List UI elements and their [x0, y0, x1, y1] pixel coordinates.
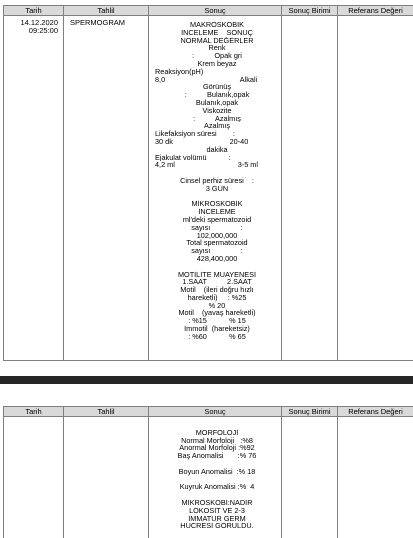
- result-line: : Azalmış: [193, 114, 241, 123]
- result-line: [155, 460, 279, 468]
- table-row: [4, 16, 413, 361]
- header-date: Tarih: [4, 407, 64, 417]
- result-line: Likefaksiyon süresi :: [155, 130, 235, 138]
- header-row: [4, 6, 413, 16]
- result-line: Renk: [208, 44, 226, 53]
- result-line: Anormal Morfoloji :%92: [179, 444, 255, 453]
- result-line: İNCELEME SONUÇ: [181, 28, 253, 37]
- result-line: : Opak gri: [192, 52, 242, 60]
- unit-cell: [282, 16, 338, 361]
- results-table-2: [3, 406, 413, 538]
- header-ref: Referans Değeri: [338, 407, 413, 417]
- unit-cell: [282, 417, 338, 538]
- result-line: 3 GÜN: [205, 184, 229, 193]
- header-date: Tarih: [4, 6, 64, 16]
- result-line: MAKROSKOBİK: [190, 21, 244, 29]
- result-line: Krem beyaz: [197, 59, 237, 68]
- result-line: Motil (yavaş hareketli): [178, 309, 256, 318]
- result-line: ml'deki spermatozoid: [182, 215, 252, 224]
- header-test: Tahlil: [64, 6, 149, 16]
- result-cell: [149, 16, 282, 361]
- result-line: sayısı :: [191, 247, 243, 255]
- header-result: Sonuç: [149, 407, 282, 417]
- result-line: [155, 193, 279, 201]
- result-line: Total spermatozoid: [186, 239, 248, 248]
- header-unit: Sonuç Birimi: [282, 407, 338, 417]
- result-line: : %60 % 65: [188, 332, 246, 341]
- result-line: 4,2 ml 3-5 ml: [155, 161, 258, 170]
- result-line: [155, 421, 279, 429]
- result-line: Cinsel perhiz süresi :: [180, 176, 254, 185]
- header-ref: Referans Değeri: [338, 6, 413, 16]
- result-line: 102,000,000: [196, 231, 238, 240]
- result-line: sayısı :: [191, 223, 243, 232]
- result-line: % 20: [208, 301, 226, 310]
- header-result: Sonuç: [149, 6, 282, 16]
- result-line: Baş Anomalisi :% 76: [177, 452, 257, 460]
- result-line: Bulanık,opak: [195, 98, 239, 107]
- result-line: İMMATUR GERM: [188, 514, 246, 523]
- time-value: 09:25:00: [28, 26, 58, 35]
- test-name: SPERMOGRAM: [64, 16, 149, 361]
- ref-cell: [338, 16, 413, 361]
- results-table-1: [3, 5, 413, 361]
- header-row: [4, 407, 413, 417]
- result-line: Görünüş: [203, 83, 231, 92]
- result-line: Reaksiyon(pH): [155, 67, 204, 76]
- result-line: Motil (ileri doğru hızlı: [180, 286, 254, 294]
- result-line: Kuyruk Anomalisi :% 4: [179, 483, 255, 492]
- result-line: dakika: [206, 145, 228, 154]
- result-line: Azalmış: [204, 122, 230, 131]
- result-line: [155, 263, 279, 271]
- page-divider: [0, 376, 413, 384]
- result-line: [155, 169, 279, 177]
- result-line: 8,0 Alkali: [155, 75, 258, 84]
- result-line: 1.SAAT 2.SAAT: [182, 278, 252, 287]
- result-line: hareketli) : %25: [187, 293, 247, 302]
- result-line: İmmotil (hareketsiz): [184, 325, 250, 333]
- result-line: MİKROSKOBİK: [191, 200, 243, 209]
- result-cell: [149, 417, 282, 538]
- result-line: : %15 % 15: [188, 317, 246, 326]
- date-value: 14.12.2020: [20, 18, 58, 27]
- result-line: NORMAL DEĞERLER: [180, 36, 254, 45]
- result-line: : Bulanık,opak: [184, 91, 250, 99]
- header-test: Tahlil: [64, 407, 149, 417]
- result-line: [155, 491, 279, 499]
- result-line: MOTİLİTE MUAYENESİ: [177, 270, 257, 279]
- result-line: Viskozite: [202, 106, 232, 115]
- result-line: MİKROSKOBİ:NADİR: [181, 498, 253, 507]
- result-line: 428,400,000: [196, 254, 238, 263]
- ref-cell: [338, 417, 413, 538]
- result-line: Ejakulat volümü :: [155, 153, 231, 162]
- result-line: MORFOLOJİ: [195, 428, 239, 437]
- header-unit: Sonuç Birimi: [282, 6, 338, 16]
- result-line: Boyun Anomalisi :% 18: [178, 467, 256, 476]
- test-cell: [64, 417, 149, 538]
- date-cell: [4, 16, 64, 361]
- result-line: HÜCRESİ GÖRÜLDÜ.: [180, 522, 254, 531]
- date-cell: [4, 417, 64, 538]
- table-row: [4, 417, 413, 538]
- result-line: Normal Morfoloji :%8: [181, 436, 253, 445]
- result-line: İNCELEME: [198, 208, 236, 216]
- result-line: 30 dk 20-40: [155, 137, 249, 146]
- result-line: [155, 476, 279, 484]
- result-line: LÖKOSİT VE 2-3: [189, 506, 245, 515]
